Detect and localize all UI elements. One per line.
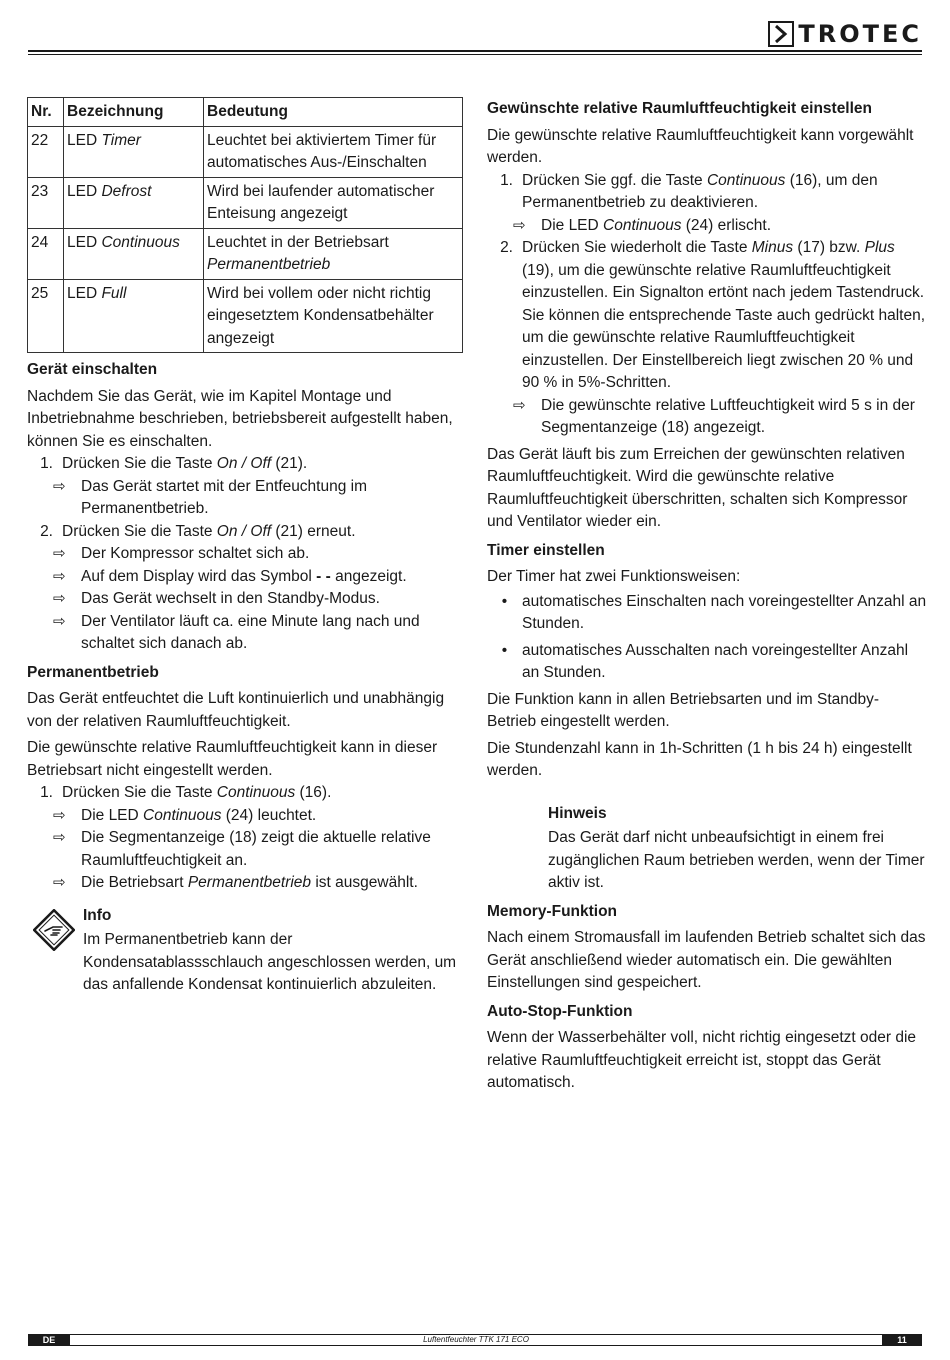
hinweis-text: Das Gerät darf nicht unbeaufsichtigt in einem frei zugänglichen Raum betrieben werden, wenn der Timer aktiv ist. — [548, 829, 925, 891]
list-item: • automatisches Ausschalten nach voreingestellter Anzahl an Stunden. — [501, 641, 909, 681]
table-row — [28, 279, 463, 353]
column-header: Bezeichnung — [64, 98, 204, 127]
step-item: 2. Drücken Sie wiederholt die Taste Minus (17) bzw. Plus (19), um die gewünschte relative Raumluftfeuchtigkeit einzustellen. Ein Signalton ertönt nach jedem Tastendruck. Sie können die entsprechende Taste auch gedrückt halten, um die gewünschte relative Raumluftfeuchtigkeit einzustellen. Der Einstellbereich liegt zwischen 20 % und 90 % in 5%-Schritten. — [500, 239, 925, 391]
table-cell: Wird bei laufender automatischer Enteisung angezeigt — [204, 177, 463, 228]
result-item: ⇨ Die LED Continuous (24) erlischt. — [487, 215, 927, 238]
arrow-right-icon: ⇨ — [513, 396, 526, 414]
led-table — [27, 97, 463, 353]
step-item: 1. Drücken Sie die Taste Continuous (16). — [40, 784, 332, 801]
table-cell: 22 — [28, 126, 64, 177]
footer-title: Luftentfeuchter TTK 171 ECO — [70, 1334, 882, 1346]
hinweis-title: Hinweis — [548, 804, 607, 822]
arrow-right-icon: ⇨ — [53, 874, 66, 891]
result-item: ⇨ Die Betriebsart Permanentbetrieb ist ausgewählt. — [27, 872, 464, 895]
pointing-hand-icon — [27, 905, 83, 1001]
arrow-right-icon: ⇨ — [53, 545, 66, 562]
table-cell: LED Timer — [64, 126, 204, 177]
result-item: ⇨ Der Ventilator läuft ca. eine Minute lang nach und schaltet sich danach ab. — [27, 611, 464, 656]
chevron-right-icon — [768, 21, 794, 47]
header-rule-thin — [28, 54, 922, 55]
info-text: Im Permanentbetrieb kann der Kondensatablassschlauch angeschlossen werden, um das anfallende Kondensat kontinuierlich abzuleiten. — [83, 931, 457, 993]
table-cell: Wird bei vollem oder nicht richtig eingesetztem Kondensatbehälter angezeigt — [204, 279, 463, 353]
page-footer — [28, 1334, 922, 1346]
result-item: ⇨ Der Kompressor schaltet sich ab. — [27, 543, 464, 566]
arrow-right-icon: ⇨ — [53, 612, 66, 630]
table-cell: LED Defrost — [64, 177, 204, 228]
section-heading: Timer einstellen — [487, 541, 605, 559]
paragraph: Die Stundenzahl kann in 1h-Schritten (1 h bis 24 h) eingestellt werden. — [487, 739, 912, 779]
result-item: ⇨ Das Gerät wechselt in den Standby-Modus. — [27, 588, 464, 611]
column-header: Bedeutung — [204, 98, 463, 127]
result-item: ⇨ Die Segmentanzeige (18) zeigt die aktuelle relative Raumluftfeuchtigkeit an. — [27, 827, 464, 872]
step-item: 2. Drücken Sie die Taste On / Off (21) erneut. — [40, 522, 356, 540]
step-item: 1. Drücken Sie ggf. die Taste Continuous (16), um den Permanentbetrieb zu deaktivieren. — [500, 171, 878, 211]
paragraph: Das Gerät läuft bis zum Erreichen der gewünschten relativen Raumluftfeuchtigkeit. Wird die gewünschte relative Raumluftfeuchtigkeit überschritten, schalten sich Kompressor und Ventilator wieder ein. — [487, 445, 908, 530]
section-heading: Memory-Funktion — [487, 902, 618, 920]
paragraph: Nach einem Stromausfall im laufenden Betrieb schaltet sich das Gerät anschließend wieder automatisch ein. Die gewählten Einstellungen sind gespeichert. — [487, 929, 926, 991]
trotec-logo — [768, 20, 922, 48]
footer-language: DE — [42, 1335, 56, 1345]
paragraph: Die gewünschte relative Raumluftfeuchtigkeit kann vorgewählt werden. — [487, 126, 914, 166]
table-row — [28, 228, 463, 279]
table-cell: Leuchtet in der Betriebsart Permanentbetrieb — [204, 228, 463, 279]
result-item: ⇨ Die LED Continuous (24) leuchtet. — [27, 805, 464, 828]
table-cell: LED Continuous — [64, 228, 204, 279]
section-heading: Permanentbetrieb — [27, 663, 159, 681]
paragraph: Nachdem Sie das Gerät, wie im Kapitel Montage und Inbetriebnahme beschrieben, betriebsbereit aufgestellt haben, können Sie es einschalten. — [27, 387, 453, 450]
step-item: 1. Drücken Sie die Taste On / Off (21). — [40, 455, 308, 472]
page-number: 11 — [897, 1335, 907, 1345]
paragraph: Das Gerät entfeuchtet die Luft kontinuierlich und unabhängig von der relativen Raumluftfeuchtigkeit. — [27, 690, 445, 730]
table-row — [28, 126, 463, 177]
arrow-right-icon: ⇨ — [53, 477, 66, 495]
section-heading: Gewünschte relative Raumluftfeuchtigkeit einstellen — [487, 100, 873, 117]
section-heading: Gerät einschalten — [27, 361, 158, 378]
result-item: ⇨ Das Gerät startet mit der Entfeuchtung im Permanentbetrieb. — [27, 476, 464, 521]
paragraph: Wenn der Wasserbehälter voll, nicht richtig eingesetzt oder die relative Raumluftfeuchtigkeit erreicht ist, stoppt das Gerät automatisch. — [487, 1029, 917, 1091]
arrow-right-icon: ⇨ — [513, 216, 526, 234]
table-cell: 25 — [28, 279, 64, 353]
arrow-right-icon: ⇨ — [53, 567, 66, 585]
table-cell: Leuchtet bei aktiviertem Timer für automatisches Aus-/Einschalten — [204, 126, 463, 177]
table-cell: LED Full — [64, 279, 204, 353]
logo-text: TROTEC — [798, 19, 922, 48]
table-cell: 24 — [28, 228, 64, 279]
info-box — [27, 905, 464, 1001]
table-row — [28, 177, 463, 228]
section-heading: Auto-Stop-Funktion — [487, 1002, 633, 1020]
arrow-right-icon: ⇨ — [53, 590, 66, 607]
paragraph: Die Funktion kann in allen Betriebsarten und im Standby-Betrieb eingestellt werden. — [487, 690, 880, 730]
arrow-right-icon: ⇨ — [53, 829, 66, 846]
left-column — [27, 97, 464, 1001]
table-cell: 23 — [28, 177, 64, 228]
hinweis-box — [487, 803, 927, 895]
column-header: Nr. — [28, 98, 64, 127]
arrow-right-icon: ⇨ — [53, 806, 66, 824]
header-rule — [28, 50, 922, 52]
result-item: ⇨ Auf dem Display wird das Symbol - - angezeigt. — [27, 566, 464, 589]
result-item: ⇨ Die gewünschte relative Luftfeuchtigkeit wird 5 s in der Segmentanzeige (18) angezeigt. — [487, 395, 927, 440]
right-column — [487, 98, 927, 1099]
info-title: Info — [83, 906, 112, 924]
table-header-row — [28, 98, 463, 127]
paragraph: Der Timer hat zwei Funktionsweisen: — [487, 568, 741, 585]
paragraph: Die gewünschte relative Raumluftfeuchtigkeit kann in dieser Betriebsart nicht eingestellt werden. — [27, 739, 438, 779]
list-item: • automatisches Einschalten nach voreingestellter Anzahl an Stunden. — [501, 592, 927, 632]
